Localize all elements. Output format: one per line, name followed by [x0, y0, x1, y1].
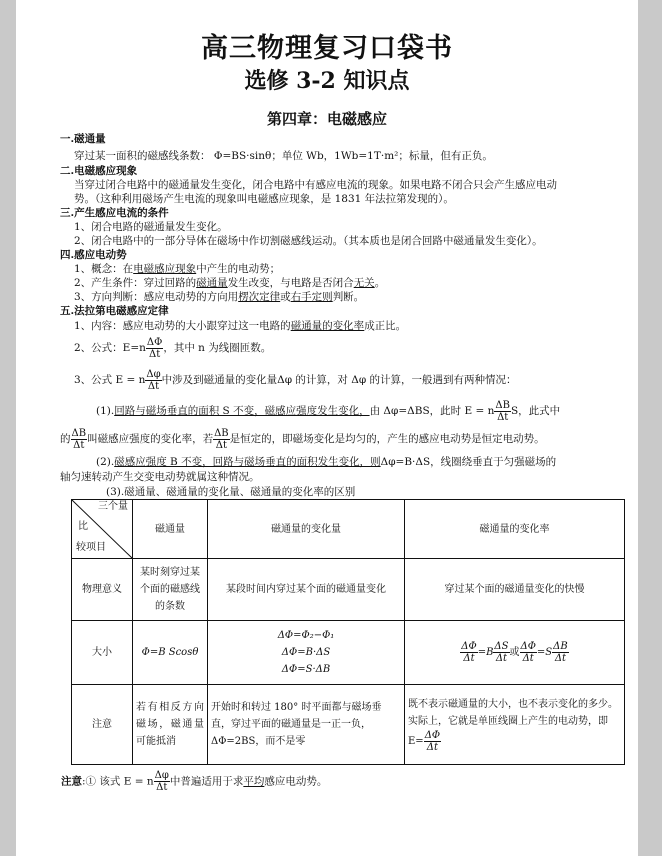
list-item: 3、方向判断：感应电动势的方向用楞次定律或右手定则判断。: [74, 291, 365, 303]
table-cell: 穿过某个面的磁通量变化的快慢: [405, 559, 625, 621]
footer-note: 注意:① 该式 E = n $\frac{\Delta\varphi}{\Delta t}$ 中普遍适用于求平均感应电动势。: [61, 770, 328, 793]
book-title: 高三物理复习口袋书: [201, 33, 453, 64]
list-item: 2、公式：E=n $\frac{\Delta\Phi}{\Delta t}$ ，其中 n 为线圈匝数。: [74, 336, 272, 360]
fraction: $\frac{\Delta B}{\Delta t}$: [71, 427, 87, 451]
list-item: 1、闭合电路的磁通量发生变化。: [74, 221, 228, 233]
section-heading: 二.电磁感应现象: [60, 165, 138, 177]
section-heading: 一.磁通量: [60, 133, 106, 145]
fraction: $\frac{\Delta\varphi}{\Delta t}$: [146, 368, 161, 392]
comparison-table: [71, 499, 625, 765]
table-cell: 开始时和转过 180° 时平面都与磁场垂直，穿过平面的磁通量是一正一负，ΔΦ=2BS，而不是零: [208, 685, 405, 765]
table-row: [72, 621, 625, 685]
column-header: 磁通量的变化量: [208, 500, 405, 559]
list-item: 1、内容：感应电动势的大小跟穿过这一电路的磁通量的变化率成正比。: [74, 320, 407, 332]
case-paragraph: (1).回路与磁场垂直的面积 S 不变，磁感应强度发生变化，由 Δφ=ΔBS，此时 E = n $\frac{\Delta B}{\Delta t}$ S，此式中: [96, 399, 561, 423]
table-cell: 某时刻穿过某个面的磁感线的条数: [133, 559, 208, 621]
list-item: 1、概念：在电磁感应现象中产生的电动势；: [74, 263, 281, 275]
paragraph: 势。（这种利用磁场产生电流的现象叫电磁感应现象，是 1831 年法拉第发现的）。: [74, 193, 454, 205]
document-page: [16, 0, 638, 856]
table-row: [72, 685, 625, 765]
row-label: 注意: [72, 685, 133, 765]
list-item: 2、产生条件：穿过回路的磁通量发生改变，与电路是否闭合无关。: [74, 277, 386, 289]
row-label: 大小: [72, 621, 133, 685]
fraction: $\frac{\Delta B}{\Delta t}$: [214, 427, 229, 451]
row-label: 物理意义: [72, 559, 133, 621]
paragraph: 穿过某一面积的磁感线条数： Φ=BS·sinθ；单位 Wb，1Wb=1T·m²；标量，但有正负。: [74, 150, 493, 162]
list-item: 3、公式 E = n $\frac{\Delta\varphi}{\Delta t}$ 中涉及到磁通量的变化量Δφ 的计算，对 Δφ 的计算，一般遇到有两种情况：: [74, 368, 517, 392]
section-heading: 三.产生感应电流的条件: [60, 207, 169, 219]
fraction: $\frac{\Delta\varphi}{\Delta t}$: [154, 770, 169, 793]
book-subtitle: 选修 3-2 知识点: [244, 68, 410, 94]
table-cell: $\frac{\Delta\Phi}{\Delta t}$ =B $\frac{\Delta S}{\Delta t}$ 或 $\frac{\Delta\Phi}{\Delta t}$ =S $\frac{\Delta B}{\Delta t}$: [405, 621, 625, 685]
fraction: $\frac{\Delta\Phi}{\Delta t}$: [146, 336, 163, 360]
case-paragraph: 的 $\frac{\Delta B}{\Delta t}$ 叫磁感应强度的变化率，若 $\frac{\Delta B}{\Delta t}$ 是恒定的，即磁场变化是均匀的，产生的感应电动势是恒定电动势。: [60, 427, 545, 451]
table-cell: ΔΦ=Φ₂−Φ₁ ΔΦ=B·ΔS ΔΦ=S·ΔB: [208, 621, 405, 685]
column-header: 磁通量: [133, 500, 208, 559]
table-row: [72, 559, 625, 621]
section-heading: 五.法拉第电磁感应定律: [60, 305, 169, 317]
table-cell: 某段时间内穿过某个面的磁通量变化: [208, 559, 405, 621]
paragraph: 当穿过闭合电路中的磁通量发生变化，闭合电路中有感应电流的现象。如果电路不闭合只会产生感应电动: [74, 179, 557, 191]
case-paragraph: (2).磁感应强度 B 不变，回路与磁场垂直的面积发生变化，则Δφ=B·ΔS，线圈绕垂直于匀强磁场的: [96, 456, 557, 468]
table-cell: 既不表示磁通量的大小，也不表示变化的多少。实际上，它就是单匝线圈上产生的电动势，即 E= $\frac{\Delta\Phi}{\Delta t}$: [405, 685, 625, 765]
table-cell: 若有相反方向磁场，磁通量可能抵消: [133, 685, 208, 765]
table-row: [72, 500, 625, 559]
case-paragraph: (3).磁通量、磁通量的变化量、磁通量的变化率的区别: [106, 486, 356, 498]
formula: Φ=BS·sinθ: [213, 150, 272, 162]
case-paragraph: 轴匀速转动产生交变电动势就属这种情况。: [60, 471, 260, 483]
section-heading: 四.感应电动势: [60, 249, 127, 261]
fraction: $\frac{\Delta B}{\Delta t}$: [495, 399, 510, 423]
list-item: 2、闭合电路中的一部分导体在磁场中作切割磁感线运动。（其本质也是闭合回路中磁通量发生变化）。: [74, 235, 543, 247]
chapter-title: 第四章：电磁感应: [266, 110, 387, 128]
table-corner-cell: 三个量 比 较项目: [72, 500, 133, 559]
column-header: 磁通量的变化率: [405, 500, 625, 559]
table-cell: Φ=B Scosθ: [133, 621, 208, 685]
